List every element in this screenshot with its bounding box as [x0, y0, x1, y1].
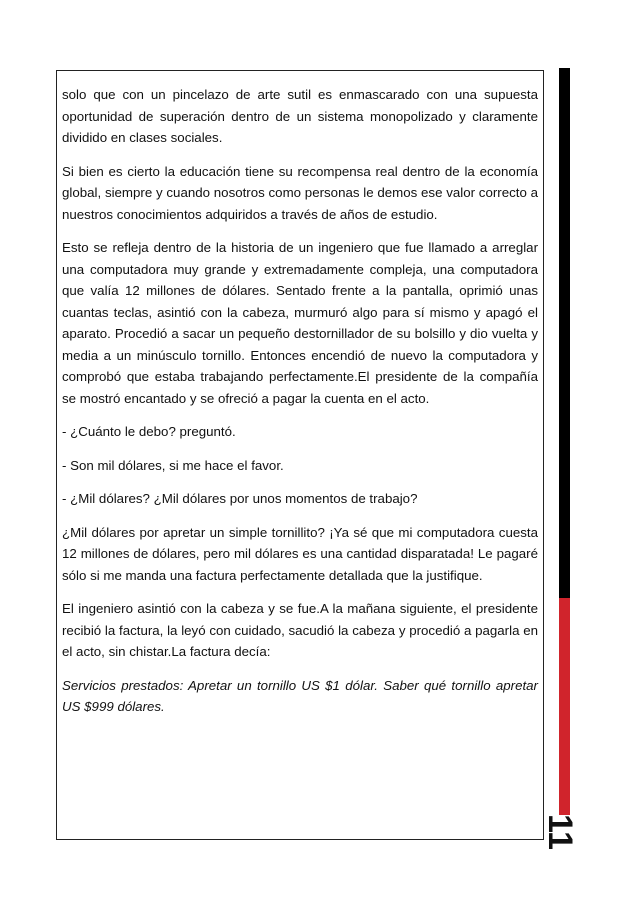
dialogue-line: - Son mil dólares, si me hace el favor. — [62, 457, 284, 473]
paragraph: solo que con un pincelazo de arte sutil es enmascarado con una supuesta oportunidad de superación dentro de un sistema monopolizado y claramente dividido en clases sociales. — [62, 87, 538, 145]
dialogue-line: - ¿Cuánto le debo? preguntó. — [62, 424, 236, 439]
side-bar-black — [559, 68, 570, 598]
paragraph: El ingeniero asintió con la cabeza y se fue.A la mañana siguiente, el presidente recibió la factura, la leyó con cuidado, sacudió la cabeza y procedió a pagarla en el acto, sin chistar.La factura decía: — [62, 601, 538, 659]
dialogue-line: - ¿Mil dólares? ¿Mil dólares por unos momentos de trabajo? — [62, 491, 418, 506]
invoice-quote: Servicios prestados: Apretar un tornillo US $1 dólar. Saber qué tornillo apretar US $999 dólares. — [62, 677, 538, 714]
paragraph: Esto se refleja dentro de la historia de un ingeniero que fue llamado a arreglar una computadora muy grande y extremadamente compleja, una computadora que valía 12 millones de dólares. Sentado frente a la pantalla, oprimió unas cuantas teclas, asintió con la cabeza, murmuró algo para sí mismo y apagó el aparato. Procedió a sacar un pequeño destornillador de su bolsillo y dio vuelta y media a un minúsculo tornillo. Entonces encendió de nuevo la computadora y comprobó que estaba trabajando perfectamente.El presidente de la compañía se mostró encantado y se ofreció a pagar la cuenta en el acto. — [62, 240, 538, 406]
document-body — [62, 84, 538, 730]
paragraph: Si bien es cierto la educación tiene su recompensa real dentro de la economía global, siempre y cuando nosotros como personas le demos ese valor correcto a nuestros conocimientos adquiridos a través de años de estudio. — [62, 163, 538, 222]
paragraph: ¿Mil dólares por apretar un simple tornillito? ¡Ya sé que mi computadora cuesta 12 millones de dólares, pero mil dólares es una cantidad disparatada! Le pagaré sólo si me manda una factura perfectamente detallada que la justifique. — [62, 524, 538, 583]
page-number: 11 — [541, 814, 579, 850]
side-bar-red — [559, 598, 570, 815]
